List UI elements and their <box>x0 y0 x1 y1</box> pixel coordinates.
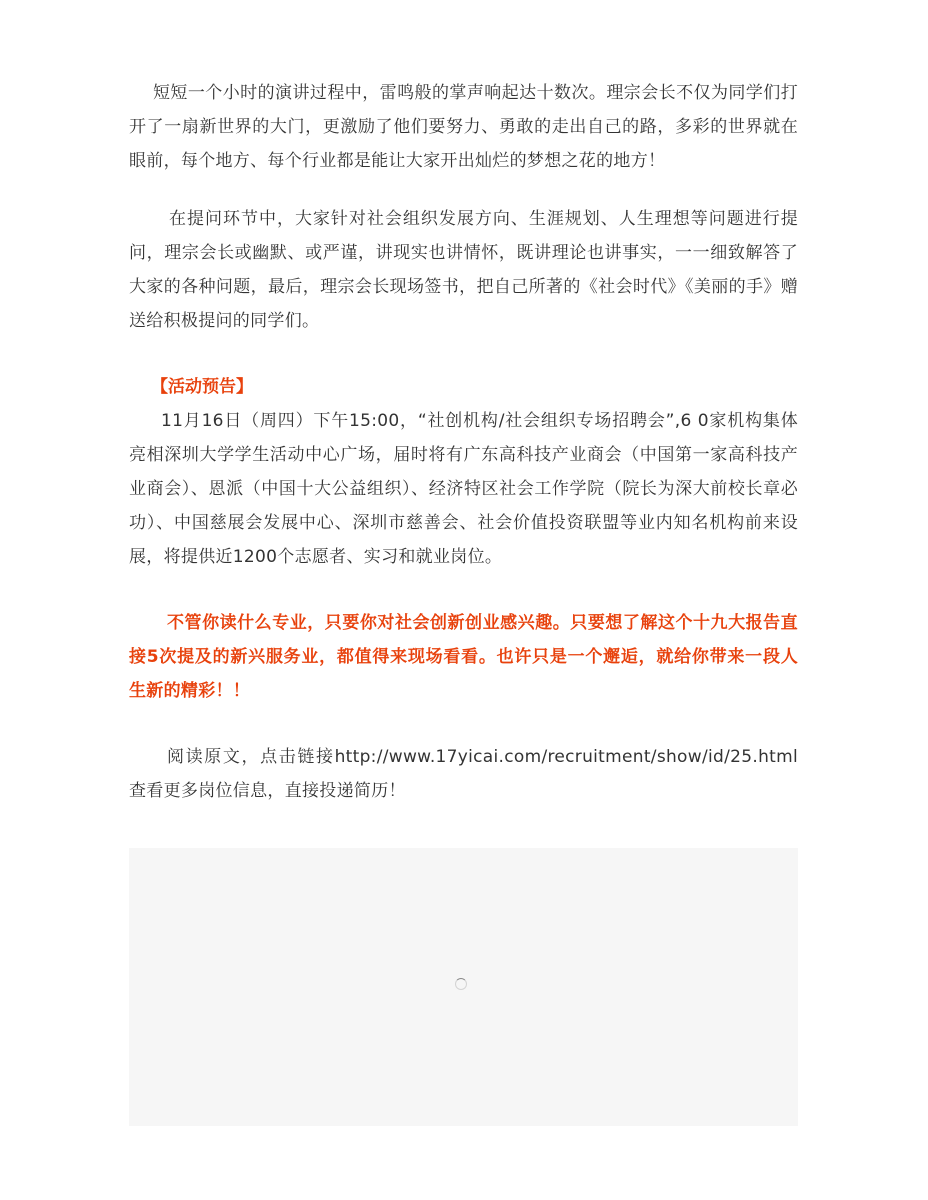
article-image-placeholder <box>129 848 798 1126</box>
event-notice-heading: 【活动预告】 <box>151 377 253 397</box>
article-body <box>129 76 798 808</box>
loading-spinner-icon <box>455 978 467 990</box>
paragraph-read-original[interactable]: 阅读原文，点击链接http://www.17yicai.com/recruitment/show/id/25.html查看更多岗位信息，直接投递简历！ <box>129 747 798 801</box>
paragraph-qa-session: 在提问环节中，大家针对社会组织发展方向、生涯规划、人生理想等问题进行提问，理宗会长或幽默、或严谨，讲现实也讲情怀，既讲理论也讲事实，一一细致解答了大家的各种问题，最后，理宗会长现场签书，把自己所著的《社会时代》《美丽的手》赠送给积极提问的同学们。 <box>129 209 798 331</box>
paragraph-highlight-callout: 不管你读什么专业，只要你对社会创新创业感兴趣。只要想了解这个十九大报告直接5次提及的新兴服务业，都值得来现场看看。也许只是一个邂逅，就给你带来一段人生新的精彩！！ <box>129 613 798 701</box>
paragraph-speech-summary: 短短一个小时的演讲过程中，雷鸣般的掌声响起达十数次。理宗会长不仅为同学们打开了一扇新世界的大门，更激励了他们要努力、勇敢的走出自己的路，多彩的世界就在眼前，每个地方、每个行业都是能让大家开出灿烂的梦想之花的地方！ <box>129 83 798 171</box>
paragraph-job-fair-notice: 11月16日（周四）下午15:00，“社创机构/社会组织专场招聘会”,6 0家机构集体亮相深圳大学学生活动中心广场，届时将有广东高科技产业商会（中国第一家高科技产业商会）、恩派（中国十大公益组织）、经济特区社会工作学院（院长为深大前校长章必功）、中国慈展会发展中心、深圳市慈善会、社会价值投资联盟等业内知名机构前来设展，将提供近1200个志愿者、实习和就业岗位。 <box>129 411 798 567</box>
